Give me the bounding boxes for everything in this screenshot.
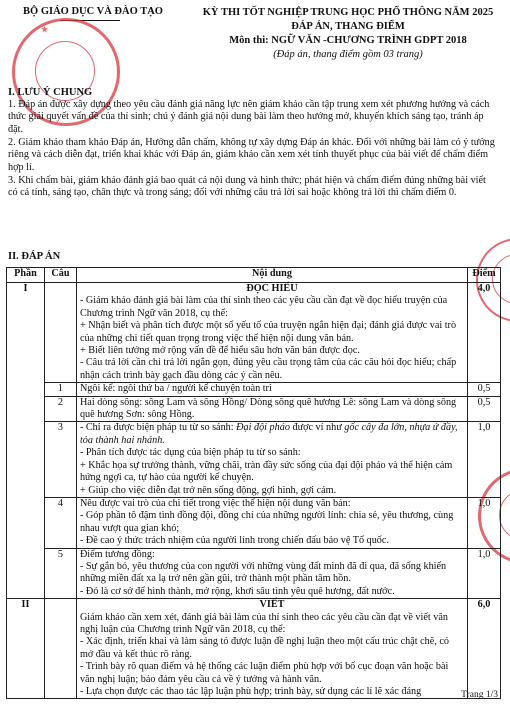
col-header-content: Nội dung xyxy=(76,268,467,283)
general-note-2: 2. Giám khảo tham khảo Đáp án, Hướng dẫn chấm, không tự xây dựng Đáp án khác. Đối với những bài làm có ý tưởng riêng và cách diễn đạt, triển khai khác với Đáp án, giám khảo cần xem xét tính thuyết phục của bài viết để chấm điểm hợp lí. xyxy=(8,137,495,173)
part-number: II xyxy=(7,599,45,699)
answer-fragment: - Chỉ ra được biện pháp tu từ so sánh: xyxy=(79,422,237,434)
answer-table xyxy=(6,267,501,699)
question-score: 0,5 xyxy=(467,396,500,422)
table-header-row xyxy=(7,268,501,283)
section-2-title: II. ĐÁP ÁN xyxy=(8,251,61,262)
part-heading: ĐỌC HIỂU xyxy=(246,283,298,294)
general-note-1: 1. Đáp án được xây dựng theo yêu cầu đánh giá năng lực nên giám khảo cần tập trung xem xét phương hướng và cách thức giải quyết vấn đề của thí sinh; chú ý đánh giá nội dung bài làm theo hướng mở, khuyến khích sáng tạo, tránh áp đặt. xyxy=(8,99,490,135)
part-number: I xyxy=(7,283,45,599)
answer-line: Điểm tương đồng: xyxy=(79,548,155,560)
part-heading: VIẾT xyxy=(259,599,285,611)
answer-text xyxy=(76,422,467,497)
writing-line: - Trình bày rõ quan điểm và hệ thống các luận điểm phù hợp với bố cục đoạn văn hoặc bài văn nghị luận; bảo đảm yêu cầu cả về ý tưởng và hành văn. xyxy=(79,661,449,685)
part2-cell xyxy=(76,599,467,699)
answer-text: Ngôi kể: ngôi thứ ba / người kể chuyện toàn tri xyxy=(76,383,467,396)
answer-text xyxy=(76,548,467,599)
question-score: 1,0 xyxy=(467,548,500,599)
col-header-question: Câu xyxy=(44,268,76,283)
intro-line: + Biết liên tưởng mở rộng vấn đề để hiểu sâu hơn văn bản được đọc. xyxy=(79,345,360,357)
question-score: 1,0 xyxy=(467,497,500,548)
answer-line xyxy=(80,422,464,447)
question-number: 1 xyxy=(44,383,76,396)
table-row-q1 xyxy=(7,383,501,396)
answer-line: - Sự gắn bó, yêu thương của con người với những vùng đất mình đã đi qua, đã sống khiến những miền đất xa lạ trở nên gần gũi, trở thành một phần tâm hồn. xyxy=(79,560,447,585)
question-number: 2 xyxy=(44,396,76,422)
answer-line: - Đề cao ý thức trách nhiệm của người lính trong chiến đấu bảo vệ Tổ quốc. xyxy=(79,535,389,547)
question-number: 3 xyxy=(44,422,76,497)
part1-intro-cell xyxy=(76,283,467,383)
intro-line: - Câu trả lời cần chỉ trả lời ngắn gọn, đúng yêu cầu trọng tâm của các câu hỏi đọc hiểu; chấp nhận cách trình bày gạch đầu dòng các ý cần nêu. xyxy=(79,357,457,381)
table-row-part1-intro xyxy=(7,283,501,383)
page-number: Trang 1/3 xyxy=(461,690,498,700)
subject-line: Môn thi: NGỮ VĂN -CHƯƠNG TRÌNH GDPT 2018 xyxy=(229,35,467,46)
col-header-score: Điểm xyxy=(467,268,500,283)
seal-lettering: ★ xyxy=(41,25,49,34)
table-row-q5 xyxy=(7,548,501,599)
exam-header xyxy=(188,6,508,62)
answer-line: + Giúp cho việc diễn đạt trở nên sống động, gợi hình, gợi cảm. xyxy=(79,484,337,496)
table-row-part2 xyxy=(7,599,501,699)
question-score: 0,5 xyxy=(467,383,500,396)
answer-fragment-italic: gốc cây đa lớn, nhựa ứ đầy, tỏa thành hai nhánh. xyxy=(79,422,458,446)
exam-title: KỲ THI TỐT NGHIỆP TRUNG HỌC PHỔ THÔNG NĂM 2025 xyxy=(202,7,494,18)
writing-line: Giám khảo cần xem xét, đánh giá bài làm của thí sinh theo các yêu cầu cần đạt về viết văn nghị luận của Chương trình Ngữ văn 2018, cụ thể: xyxy=(79,611,448,635)
table-row-q4 xyxy=(7,497,501,548)
intro-line: + Nhận biết và phân tích được một số yếu tố của truyện ngắn hiện đại; đánh giá được vai trò của những chi tiết quan trọng trong việc thể hiện nội dung văn bản. xyxy=(79,320,457,344)
table-row-q3 xyxy=(7,422,501,497)
question-number: 5 xyxy=(44,548,76,599)
empty-cell xyxy=(44,283,76,383)
writing-line: - Lựa chọn được các thao tác lập luận phù hợp; trình bày, sử dụng các lí lẽ xác đáng xyxy=(79,686,422,697)
col-header-part: Phần xyxy=(7,268,45,283)
section-1-title: I. LƯU Ý CHUNG xyxy=(8,87,93,98)
ministry-name: BỘ GIÁO DỤC VÀ ĐÀO TẠO xyxy=(23,6,163,17)
table-row-q2 xyxy=(7,396,501,422)
general-note-3: 3. Khi chấm bài, giám khảo đánh giá bao quát cả nội dung và hình thức; phát hiện và chấm điểm đúng những bài viết có cá tính, sáng tạo, chân thực và trong sáng; đối với những câu trả lời sai hoặc không trả lời thì chấm điểm 0. xyxy=(8,175,486,199)
answer-fragment-italic: Đại đội pháo xyxy=(236,422,290,434)
question-score: 1,0 xyxy=(467,422,500,497)
page-note: (Đáp án, thang điểm gồm 03 trang) xyxy=(273,49,423,60)
part-score: 4,0 xyxy=(467,283,500,383)
part-score: 6,0 xyxy=(467,599,500,699)
answer-line: - Đó là cơ sở để hình thành, mở rộng, khơi sâu tình yêu quê hương, đất nước. xyxy=(79,585,395,597)
question-number: 4 xyxy=(44,497,76,548)
answer-line: Nêu được vai trò của chi tiết trong việc thể hiện nội dung văn bản: xyxy=(79,497,351,509)
answer-line: - Góp phần tô đậm tình đồng đội, đồng chí của những người lính: chia sẻ, yêu thương, cùng nhau vượt qua gian khó; xyxy=(79,510,454,534)
answer-text xyxy=(76,497,467,548)
doc-title: ĐÁP ÁN, THANG ĐIỂM xyxy=(291,21,405,32)
writing-line: - Xác định, triển khai và làm sáng tỏ được luận đề nghị luận theo một cấu trúc chặt chẽ, có mở đầu và kết thúc rõ ràng. xyxy=(79,636,449,660)
intro-line: - Giám khảo đánh giá bài làm của thí sinh theo các yêu cầu cần đạt về đọc hiểu truyện của Chương trình Ngữ văn 2018, cụ thể: xyxy=(79,295,448,319)
empty-cell xyxy=(44,599,76,699)
answer-text: Hai dòng sông: sông Lam và sông Hồng/ Dòng sông quê hương Lê: sông Lam và dòng sông quê hương Sơn: sông Hồng. xyxy=(76,396,467,422)
answer-fragment: được ví như xyxy=(289,422,345,434)
answer-line: - Phân tích được tác dụng của biện pháp tu từ so sánh: xyxy=(79,447,301,459)
answer-line: + Khắc họa sự trưởng thành, vững chãi, tràn đầy sức sống của đại đội pháo và thể hiện cảm hứng ngợi ca, tự hào của người kể chuyện. xyxy=(79,459,453,484)
